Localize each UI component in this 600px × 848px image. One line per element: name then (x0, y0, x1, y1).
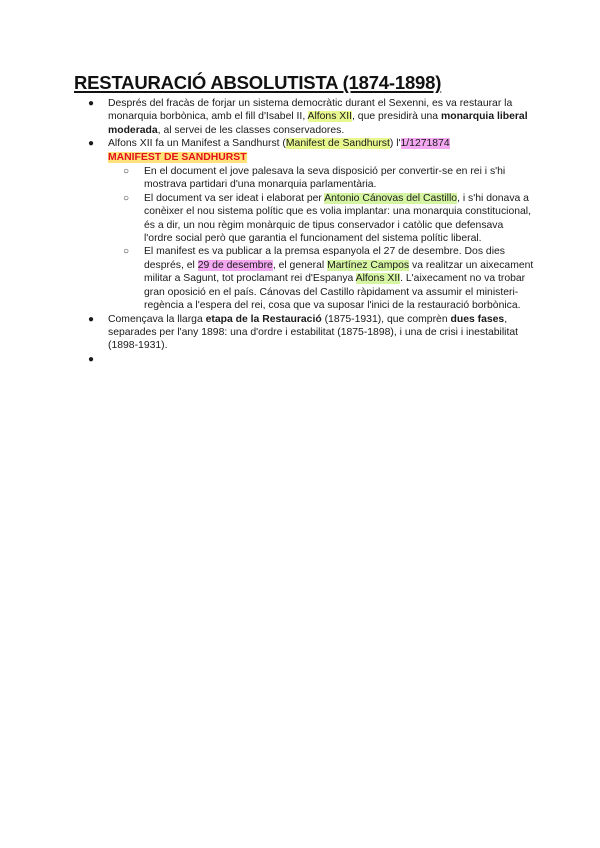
circle-bullet-icon: ○ (123, 246, 130, 258)
bullet-item-empty[interactable] (74, 353, 534, 366)
highlight-date: 1/1271874 (400, 138, 450, 150)
bullet-icon: ● (88, 138, 95, 150)
bold-text: monarquia liberal moderada (108, 111, 528, 136)
bullet-icon: ● (88, 98, 95, 109)
bold-text: etapa de la Restauració (205, 313, 322, 325)
main-bullet-list (74, 97, 534, 366)
highlight-martinez-campos: Martínez Campos (327, 259, 410, 271)
sub-item-publication: ○ El manifest es va publicar a la premsa espanyola el 27 de desembre. Dos dies després, el 29 de desembre, el general Martínez Campos va realitzar un aixecament militar a Sagunt, tot proclamant rei d'Espanya Alfons XII. L'aixecament no va trobar gran oposició en el país. Cánovas del Castillo ràpidament va assumir el ministeri-regència a l'espera del rei, cosa que va suposar l'inici de la restauració borbònica. (123, 246, 534, 312)
document-title: RESTAURACIÓ ABSOLUTISTA (1874-1898) (74, 72, 442, 93)
circle-bullet-icon: ○ (123, 166, 130, 178)
highlight-29-desembre: 29 de desembre (197, 259, 273, 271)
sub-item-canovas: ○ El document va ser ideat i elaborat per Antonio Cánovas del Castillo, i s'hi donava a conèixer el nou sistema polític que es volia implantar: una monarquia constitucional, és a dir, un nou règim monàrquic de tipus conservador i catòlic que defensava l'ordre social però que garantia el funcionament del sistema polític liberal. (123, 192, 531, 245)
document-page (74, 72, 534, 366)
highlight-alfons: Alfons XII (307, 111, 353, 123)
bold-text: dues fases (450, 313, 505, 325)
highlight-manifest: Manifest de Sandhurst (285, 138, 390, 150)
bullet-item-manifest: ● Alfons XII fa un Manifest a Sandhurst (Manifest de Sandhurst) l'1/1271874 MANIFEST DE SANDHURST ○ En el document el jove palesava la seva disposició per convertir-se en rei i s'hi mostrava partidari d'una monarquia parlamentària. ○ El document va ser ideat i elaborat per Antonio Cánovas del Castillo, i s'hi donava a conèixer el nou sistema polític que es volia implantar: una monarquia constitucional, és a dir, un nou règim monàrquic de tipus conservador i catòlic que defensava l'ordre social però que garantia el funcionament del sistema polític liberal. ○ El manifest es va publicar a la premsa espanyola el 27 de desembre. Dos dies després, el 29 de desembre, el general Martínez Campos va realitzar un aixecament militar a Sagunt, tot proclamant rei d'Espanya Alfons XII. L'aixecament no va trobar gran oposició en el país. Cánovas del Castillo ràpidament va assumir el ministeri-regència a l'espera del rei, cosa que va suposar l'inici de la restauració borbònica. (88, 138, 534, 312)
circle-bullet-icon: ○ (123, 192, 130, 204)
manifest-heading: MANIFEST DE SANDHURST (108, 151, 247, 163)
bullet-item-restauracio: ● Començava la llarga etapa de la Restauració (1875-1931), que comprèn dues fases, separades per l'any 1898: una d'ordre i estabilitat (1875-1898), i una de crisi i inestabilitat (1898-1931). (88, 313, 519, 352)
sub-bullet-list (108, 165, 534, 312)
bullet-icon: ● (88, 313, 95, 325)
bullet-item-monarchy: ● Després del fracàs de forjar un sistema democràtic durant el Sexenni, es va restaurar la monarquia borbònica, amb el fill d'Isabel II, Alfons XII, que presidirà una monarquia liberal moderada, al servei de les classes conservadores. (88, 98, 528, 136)
highlight-alfons-xii: Alfons XII (355, 273, 401, 285)
bullet-icon: ● (88, 353, 95, 365)
highlight-canovas: Antonio Cánovas del Castillo (324, 192, 458, 204)
sub-item-disposition: ○ En el document el jove palesava la seva disposició per convertir-se en rei i s'hi mostrava partidari d'una monarquia parlamentària. (123, 166, 506, 191)
